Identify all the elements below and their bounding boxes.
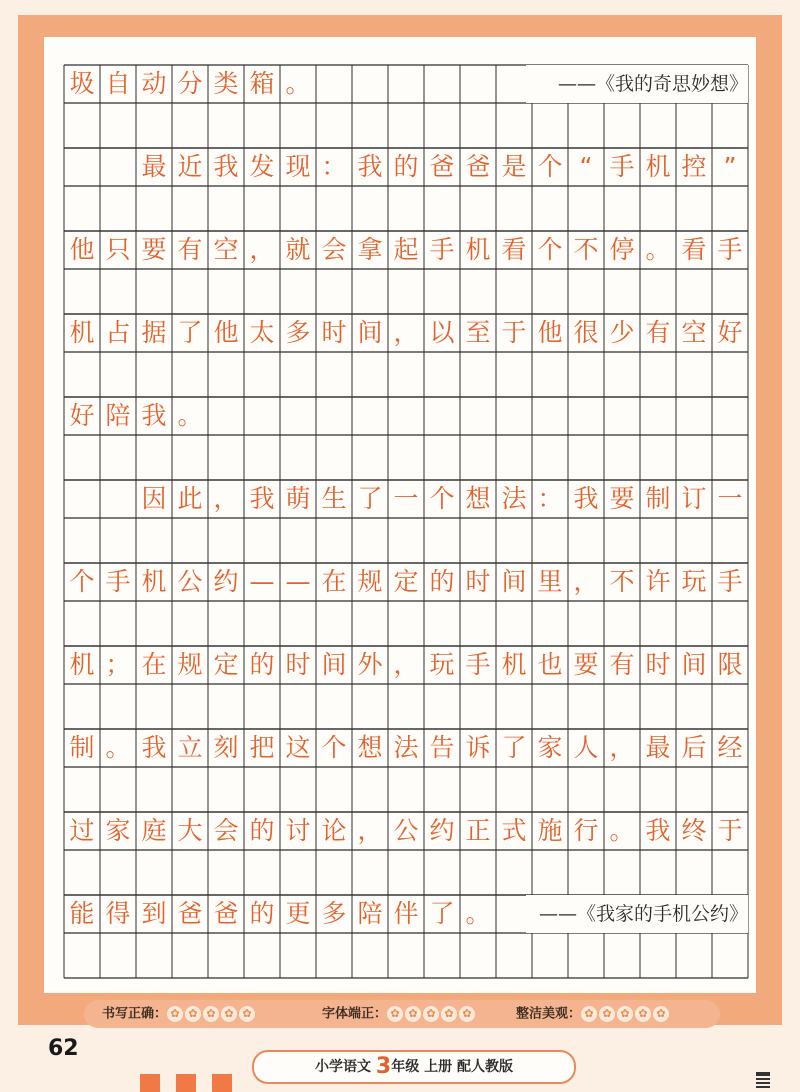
grid-character: 机	[69, 650, 95, 679]
grid-character: 论	[321, 816, 347, 845]
grid-character: 法	[501, 484, 527, 513]
grid-character: 间	[501, 567, 527, 596]
source-citation-1: ——《我的奇思妙想》	[526, 65, 748, 103]
grid-character: 公	[177, 567, 203, 596]
grid-character: 时	[645, 650, 671, 679]
grid-character: 我	[357, 152, 383, 181]
grid-character: 有	[177, 235, 203, 264]
grid-character: 爸	[213, 899, 239, 928]
grid-character: 自	[105, 69, 131, 98]
grid-character: 里	[537, 567, 563, 596]
grid-character: 行	[573, 816, 599, 845]
rating-stars	[167, 1000, 257, 1028]
grid-character: ”	[723, 152, 737, 181]
grid-character: 要	[609, 484, 635, 513]
grid-character: 个	[69, 567, 95, 596]
flower-icon: ✿	[185, 1006, 201, 1022]
grid-character: 因	[141, 484, 167, 513]
grid-character: 定	[393, 567, 419, 596]
grid-character: ：	[321, 152, 347, 181]
flower-icon: ✿	[635, 1006, 651, 1022]
grid-character: 人	[573, 733, 599, 762]
grid-character: 最	[645, 733, 671, 762]
grid-character: 伴	[393, 899, 419, 928]
grid-character: 经	[717, 733, 743, 762]
grid-character: 这	[285, 733, 311, 762]
grid-character: 时	[285, 650, 311, 679]
grid-character: 在	[321, 567, 347, 596]
grid-character: 许	[645, 567, 671, 596]
grid-character: 现	[285, 152, 311, 181]
grid-character: 定	[213, 650, 239, 679]
grid-character: 少	[609, 318, 635, 347]
grid-character: 规	[357, 567, 383, 596]
grid-character: 能	[69, 899, 95, 928]
grid-character: 最	[141, 152, 167, 181]
rating-label: 书写正确：	[102, 1006, 168, 1022]
grid-character: 机	[501, 650, 527, 679]
grid-character: 萌	[285, 484, 311, 513]
grid-character: 手	[429, 235, 455, 264]
grid-character: 规	[177, 650, 203, 679]
writing-paper	[44, 37, 756, 993]
grid-character: 诉	[465, 733, 491, 762]
grid-character: 好	[717, 318, 743, 347]
grid-character: 机	[141, 567, 167, 596]
flower-icon: ✿	[405, 1006, 421, 1022]
grid-character: 的	[393, 152, 419, 181]
grid-character: 刻	[213, 733, 239, 762]
grid-character: 后	[681, 733, 707, 762]
grid-character: 时	[465, 567, 491, 596]
grid-character: 了	[177, 318, 203, 347]
rating-stars	[581, 1000, 671, 1028]
flower-icon: ✿	[599, 1006, 615, 1022]
grid-character: 外	[357, 650, 383, 679]
grid-character: 看	[681, 235, 707, 264]
grid-character: ，	[249, 235, 275, 264]
grid-character: 手	[105, 567, 131, 596]
rating-stars	[387, 1000, 477, 1028]
grid-character: 公	[393, 816, 419, 845]
grid-character: 玩	[681, 567, 707, 596]
grid-character: 机	[69, 318, 95, 347]
grid-character: 了	[429, 899, 455, 928]
grid-character: 在	[141, 650, 167, 679]
grid-character: 至	[465, 318, 491, 347]
grid-character: 机	[465, 235, 491, 264]
grid-character: 个	[429, 484, 455, 513]
grid-character: 制	[69, 733, 95, 762]
grid-character: 想	[465, 484, 491, 513]
grid-character: 停	[609, 235, 635, 264]
book-edition: 配人教版	[456, 1059, 513, 1075]
grid-character: 发	[249, 152, 275, 181]
grid-character: 个	[537, 235, 563, 264]
grid-character: 看	[501, 235, 527, 264]
grid-character: 到	[141, 899, 167, 928]
grid-character: 家	[105, 816, 131, 845]
grid-character: 爸	[429, 152, 455, 181]
grid-character: 有	[609, 650, 635, 679]
grid-character: 间	[321, 650, 347, 679]
grid-character: 我	[249, 484, 275, 513]
grid-character: 就	[285, 235, 311, 264]
book-subject: 小学语文	[315, 1059, 372, 1075]
book-grade-suffix: 年级	[391, 1059, 420, 1075]
flower-icon: ✿	[653, 1006, 669, 1022]
grid-character: 控	[681, 152, 707, 181]
grid-character: 是	[501, 152, 527, 181]
flower-icon: ✿	[203, 1006, 219, 1022]
grid-character: ，	[213, 484, 239, 513]
grid-character: —	[285, 567, 311, 596]
grid-character: ；	[105, 650, 131, 679]
grid-character: 。	[465, 899, 491, 928]
grid-character: 要	[573, 650, 599, 679]
grid-character: ，	[609, 733, 635, 762]
grid-character: 大	[177, 816, 203, 845]
grid-character: 爸	[465, 152, 491, 181]
grid-character: 动	[141, 69, 167, 98]
grid-character: 。	[105, 733, 131, 762]
grid-character: 好	[69, 401, 95, 430]
grid-character: ：	[537, 484, 563, 513]
grid-character: 他	[69, 235, 95, 264]
grid-character: 陪	[105, 401, 131, 430]
grid-character: 于	[717, 816, 743, 845]
grid-character: 告	[429, 733, 455, 762]
grid-character: 一	[717, 484, 743, 513]
grid-character: 圾	[69, 69, 95, 98]
grid-character: 的	[429, 567, 455, 596]
grid-character: 以	[429, 318, 455, 347]
grid-character: 间	[681, 650, 707, 679]
book-volume: 上册	[424, 1059, 453, 1075]
grid-character: —	[249, 567, 275, 596]
grid-character: ，	[573, 567, 599, 596]
flower-icon: ✿	[423, 1006, 439, 1022]
grid-character: 要	[141, 235, 167, 264]
flower-icon: ✿	[617, 1006, 633, 1022]
grid-character: 一	[393, 484, 419, 513]
grid-character: 多	[321, 899, 347, 928]
grid-character: 个	[321, 733, 347, 762]
flower-icon: ✿	[387, 1006, 403, 1022]
rating-writing-correct	[102, 1000, 257, 1028]
grid-character: 类	[213, 69, 239, 98]
footer-block	[140, 1074, 160, 1092]
grid-character: 订	[681, 484, 707, 513]
flower-icon: ✿	[581, 1006, 597, 1022]
grid-character: 时	[321, 318, 347, 347]
rating-bar	[84, 1000, 720, 1028]
grid-character: 终	[681, 816, 707, 845]
grid-character: 近	[177, 152, 203, 181]
grid-character: 空	[681, 318, 707, 347]
grid-character: 限	[717, 650, 743, 679]
grid-character: 玩	[429, 650, 455, 679]
grid-character: 很	[573, 318, 599, 347]
grid-character: 空	[213, 235, 239, 264]
flower-icon: ✿	[167, 1006, 183, 1022]
grid-character: 我	[141, 401, 167, 430]
grid-character: 的	[249, 816, 275, 845]
grid-character: 手	[717, 235, 743, 264]
book-grade-number: 3	[375, 1054, 392, 1079]
grid-character: 。	[609, 816, 635, 845]
grid-character: 法	[393, 733, 419, 762]
grid-character: ，	[393, 650, 419, 679]
grid-character: 分	[177, 69, 203, 98]
grid-character: 的	[249, 899, 275, 928]
grid-character: 拿	[357, 235, 383, 264]
grid-character: 式	[501, 816, 527, 845]
rating-font-neat	[322, 1000, 477, 1028]
grid-character: 箱	[249, 69, 275, 98]
grid-character: 间	[357, 318, 383, 347]
grid-character: 我	[141, 733, 167, 762]
grid-character: 。	[285, 69, 311, 98]
grid-character: 更	[285, 899, 311, 928]
grid-character: ，	[393, 318, 419, 347]
grid-character: 他	[537, 318, 563, 347]
grid-character: 得	[105, 899, 131, 928]
grid-character: 立	[177, 733, 203, 762]
footer-block	[212, 1074, 232, 1092]
grid-character: 有	[645, 318, 671, 347]
grid-character: 于	[501, 318, 527, 347]
source-citation-2: ——《我家的手机公约》	[526, 895, 748, 933]
grid-character: 了	[357, 484, 383, 513]
grid-character: 不	[573, 235, 599, 264]
grid-character: 太	[249, 318, 275, 347]
grid-character: 。	[645, 235, 671, 264]
flower-icon: ✿	[221, 1006, 237, 1022]
grid-character: 此	[177, 484, 203, 513]
grid-character: 不	[609, 567, 635, 596]
grid-character: 爸	[177, 899, 203, 928]
book-label	[252, 1050, 576, 1084]
grid-character: 手	[717, 567, 743, 596]
rating-label: 字体端正：	[322, 1006, 388, 1022]
grid-character: 过	[69, 816, 95, 845]
grid-character: 只	[105, 235, 131, 264]
grid-character: 占	[105, 318, 131, 347]
footer-block	[176, 1074, 196, 1092]
grid-character: 想	[357, 733, 383, 762]
grid-character: 了	[501, 733, 527, 762]
grid-character: 手	[465, 650, 491, 679]
grid-character: 正	[465, 816, 491, 845]
flower-icon: ✿	[459, 1006, 475, 1022]
grid-character: 据	[141, 318, 167, 347]
grid-character: 讨	[285, 816, 311, 845]
grid-character: 他	[213, 318, 239, 347]
grid-character: 我	[573, 484, 599, 513]
grid-character: 。	[177, 401, 203, 430]
grid-character: 多	[285, 318, 311, 347]
grid-character: 庭	[141, 816, 167, 845]
grid-character: 会	[213, 816, 239, 845]
grid-character: 我	[213, 152, 239, 181]
grid-character: 个	[537, 152, 563, 181]
grid-character: 机	[645, 152, 671, 181]
grid-character: 把	[249, 733, 275, 762]
grid-character: 约	[213, 567, 239, 596]
grid-character: 的	[249, 650, 275, 679]
flower-icon: ✿	[239, 1006, 255, 1022]
grid-character: 会	[321, 235, 347, 264]
grid-character: 约	[429, 816, 455, 845]
grid-character: 家	[537, 733, 563, 762]
grid-character: 也	[537, 650, 563, 679]
grid-character: 施	[537, 816, 563, 845]
flower-icon: ✿	[441, 1006, 457, 1022]
grid-character: ，	[357, 816, 383, 845]
grid-character: 我	[645, 816, 671, 845]
page-number: 62	[48, 1036, 79, 1061]
grid-character: 陪	[357, 899, 383, 928]
grid-character: 制	[645, 484, 671, 513]
grid-character: 起	[393, 235, 419, 264]
rating-tidy	[516, 1000, 671, 1028]
grid-character: “	[579, 152, 593, 181]
grid-character: 手	[609, 152, 635, 181]
rating-label: 整洁美观：	[516, 1006, 582, 1022]
grid-character: 生	[321, 484, 347, 513]
barcode-icon	[756, 1072, 770, 1088]
